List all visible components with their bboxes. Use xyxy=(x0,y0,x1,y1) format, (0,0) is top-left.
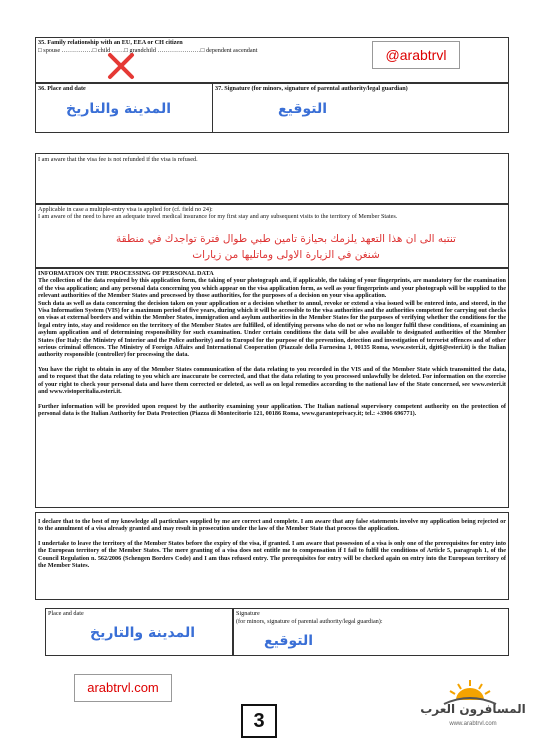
declaration-p1: I declare that to the best of my knowledge all particulars supplied by me are correct and complete. I am aware that any false statements involve my application being rejected or to the annulment of a visa already granted and may result in prosecution under the law of the Member State that process the application. xyxy=(38,518,506,533)
logo-url: www.arabtrvl.com xyxy=(449,721,497,727)
multi-entry-box xyxy=(35,204,509,268)
bottom-signature-box xyxy=(233,608,509,656)
bottom-place-label: Place and date xyxy=(48,610,84,617)
logo-arabic-text: المسافرون العرب xyxy=(420,702,526,716)
section-37-box xyxy=(212,83,509,133)
declaration-content xyxy=(38,518,506,576)
footer-logo xyxy=(420,676,526,732)
footer-site-tag: arabtrvl.com xyxy=(74,674,172,702)
personal-data-p2: Such data as well as data concerning the decision taken on your application or a decision whether to annul, revoke or extend a visa issued will be entered into, and stored, in the Visa Information System (VIS) for a maximum period of five years, during which it will be accessible to the visa authorities and the authorities competent for carrying out checks on visas at external borders and within the Member States, immigration and asylum authorities in the Member States for the purposes of verifying whether the conditions for the legal entry into, stay and residence on the territory of the Member States are fulfilled, of identifying persons who do not or who no longer fulfil these conditions, of examining an asylum application and of determining responsibility for such examination. Under certain conditions the data will be also available to designated authorities of the Member States (for Italy: the Ministry of Interior and the Police authority) and to Europol for the purpose of the prevention, detection and investigation of terrorist offences and of other serious criminal offences. The Ministry of Foreign Affairs and International Cooperation (Piazzale della Farnesina 1, 00135 Roma, www.esteri.it, dgit6@esteri.it) is the Italian authority responsible (controller) for processing the data. xyxy=(38,299,506,359)
personal-data-heading: INFORMATION ON THE PROCESSING OF PERSONAL DATA xyxy=(38,270,214,277)
signature-arabic: التوقيع xyxy=(278,101,327,117)
visa-fee-box xyxy=(35,153,509,204)
page-number-box xyxy=(241,704,277,738)
bottom-place-box xyxy=(45,608,233,656)
personal-data-p4: Further information will be provided upon request by the authority examining your application. The Italian national supervisory competent authority on the protection of personal data is the Italian Authority for Data Protection (Piazza di Montecitorio 121, 00186 Roma, www.garanteprivacy.it; tel.: +3906 696771). xyxy=(38,402,506,417)
multi-entry-line2: I am aware of the need to have an adequate travel medical insurance for my first stay and any subsequent visits to the territory of Member States. xyxy=(38,213,398,220)
bottom-signature-label: Signature xyxy=(236,610,260,617)
visa-fee-text: I am aware that the visa fee is not refunded if the visa is refused. xyxy=(38,156,198,163)
section-35-box xyxy=(35,37,509,83)
personal-data-p1: The collection of the data required by this application form, the taking of your photograph and, if applicable, the taking of your fingerprints, are mandatory for the examination of the visa application; and any personal data concerning you which appear on the visa application form, as well as your fingerprints and your photograph will be supplied to the relevant authorities of the Member States and processed by those authorities, for the purposes of a decision on your visa application. xyxy=(38,277,506,300)
section-36-box xyxy=(35,83,213,133)
section-35-title: 35. Family relationship with an EU, EEA or CH citizen xyxy=(38,39,183,46)
multi-entry-arabic-line1: تنتبه الى ان هذا التعهد يلزمك بحيازة تامين طبي طوال فترة تواجدك في منطقة xyxy=(116,233,456,245)
watermark-arabtrvl-top: @arabtrvl xyxy=(372,41,460,69)
personal-data-content xyxy=(38,270,506,424)
multi-entry-arabic-line2: شنغن في الزيارة الاولى وماتليها من زيارات xyxy=(192,249,380,261)
place-date-arabic: المدينة والتاريخ xyxy=(66,101,171,117)
personal-data-box xyxy=(35,268,509,508)
personal-data-p3: You have the right to obtain in any of the Member States communication of the data relating to you recorded in the VIS and of the Member State which transmitted the data, and to request that the data relating to you which are inaccurate be corrected, and that the data relating to you processed unlawfully be deleted. For information on the exercise of your right to check your personal data and have them corrected or deleted, as well as on legal remedies according to the national law of the State concerned, see www.esteri.it and www.vistoperitalia.esteri.it. xyxy=(38,365,506,396)
section-35-options: □ spouse ……………□ child ……□ grandchild …………………□ dependent ascendant xyxy=(38,47,258,54)
declaration-p2: I undertake to leave the territory of the Member States before the expiry of the visa, if granted. I am aware that possession of a visa is only one of the prerequisites for entry into the European territory of the Member States. The mere granting of a visa does not entitle me to compensation if I fail to fulfil the conditions of Article 5, paragraph 1, of the Council Regulation n. 562/2006 (Schengen Borders Code) and I am thus refused entry. The prerequisites for entry will be checked again on entry into the European territory of the Member States. xyxy=(38,539,506,570)
section-37-label: 37. Signature (for minors, signature of parental authority/legal guardian) xyxy=(215,85,408,92)
bottom-signature-sublabel: (for minors, signature of parental authority/legal guardian): xyxy=(236,618,383,625)
declaration-box xyxy=(35,512,509,600)
page-number: 3 xyxy=(253,710,265,732)
bottom-place-arabic: المدينة والتاريخ xyxy=(90,625,195,641)
section-36-label: 36. Place and date xyxy=(38,85,86,92)
bottom-signature-arabic: التوقيع xyxy=(264,633,313,649)
multi-entry-line1: Applicable in case a multiple-entry visa is applied for (cf. field no 24): xyxy=(38,206,213,213)
cross-mark-icon xyxy=(106,52,136,80)
